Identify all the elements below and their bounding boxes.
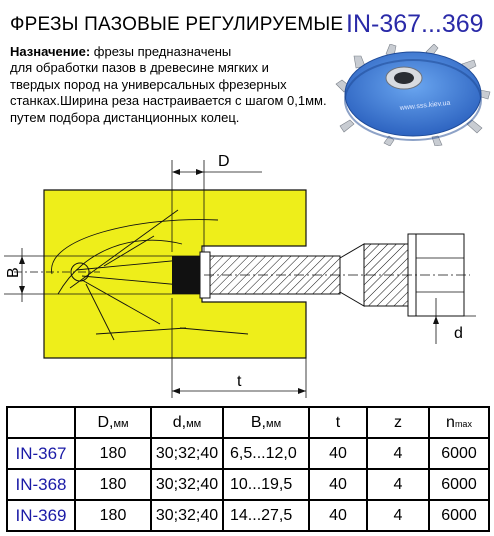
row-t: 40	[309, 438, 367, 469]
table-header-row	[7, 407, 489, 438]
dimension-D-label: D	[218, 153, 230, 170]
row-model: IN-369	[7, 500, 75, 531]
description-line-4: станках.Ширина реза настраивается с шагом 0,1мм.	[10, 93, 327, 109]
row-B: 6,5...12,0	[223, 438, 309, 469]
header-n: nmax	[429, 407, 489, 438]
page-title: ФРЕЗЫ ПАЗОВЫЕ РЕГУЛИРУЕМЫЕ	[10, 14, 344, 35]
row-n: 6000	[429, 469, 489, 500]
row-B: 14...27,5	[223, 500, 309, 531]
dimension-t-label: t	[237, 373, 242, 390]
header-d: d,мм	[151, 407, 223, 438]
cutter-bore	[394, 72, 414, 84]
description-line-5: путем подбора дистанционных колец.	[10, 109, 240, 125]
cutter-body	[345, 52, 481, 136]
table-row	[7, 469, 489, 500]
description-line-2: для обработки пазов в древесине мягких и	[10, 60, 269, 76]
row-D: 180	[75, 438, 151, 469]
row-D: 180	[75, 469, 151, 500]
model-range: IN-367...369	[346, 10, 484, 38]
description	[10, 44, 340, 126]
row-n: 6000	[429, 438, 489, 469]
row-z: 4	[367, 469, 429, 500]
header-t: t	[309, 407, 367, 438]
row-t: 40	[309, 469, 367, 500]
specs-table	[6, 406, 490, 532]
row-model: IN-367	[7, 438, 75, 469]
row-d: 30;32;40	[151, 469, 223, 500]
row-model: IN-368	[7, 469, 75, 500]
row-n: 6000	[429, 500, 489, 531]
header-B: B,мм	[223, 407, 309, 438]
table-row	[7, 438, 489, 469]
dimension-d-label: d	[454, 325, 463, 342]
row-t: 40	[309, 500, 367, 531]
slot-cut	[172, 256, 200, 294]
table-row	[7, 500, 489, 531]
row-d: 30;32;40	[151, 438, 223, 469]
technical-drawing	[0, 148, 494, 406]
description-line-3: твердых пород на универсальных фрезерных	[10, 76, 287, 92]
row-B: 10...19,5	[223, 469, 309, 500]
row-D: 180	[75, 500, 151, 531]
cutter-photo	[334, 44, 492, 146]
description-line-1: фрезы предназначены	[90, 44, 232, 59]
cutter-watermark: www.sss.kiev.ua	[399, 99, 451, 112]
dimension-B-label: B	[5, 267, 22, 278]
row-d: 30;32;40	[151, 500, 223, 531]
row-z: 4	[367, 500, 429, 531]
row-z: 4	[367, 438, 429, 469]
description-label: Назначение:	[10, 44, 91, 59]
header-z: z	[367, 407, 429, 438]
header-empty	[7, 407, 75, 438]
header-D: D,мм	[75, 407, 151, 438]
